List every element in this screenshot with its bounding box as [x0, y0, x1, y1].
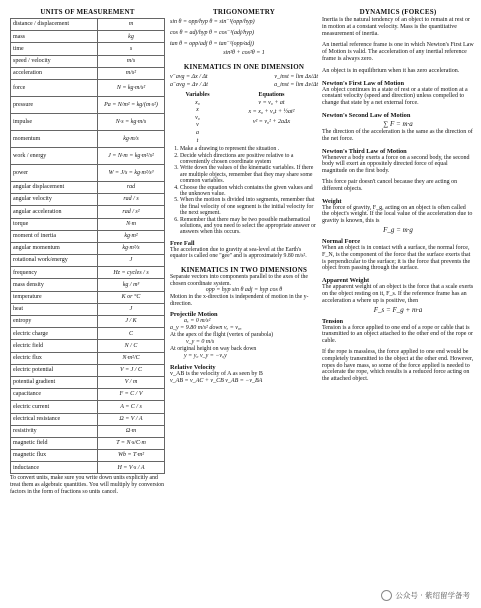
var-v: v: [196, 122, 199, 129]
kin1-vinst: v_inst = lim Δx/Δt: [274, 74, 318, 80]
kin1-ainst: a_inst = lim Δv/Δt: [274, 82, 318, 88]
normal-force-text: When an object is in contact with a surface, the normal force, F_N, is the component of the force that the surface exerts that is perpendicular to the surface; it is the force that prevents the object from passing through the surface.: [322, 244, 471, 272]
proj-return-label: At original height on way back down: [170, 346, 257, 352]
unit-value: J / K: [98, 316, 165, 328]
unit-quantity: heat: [11, 303, 98, 315]
equilibrium-text: An object is in equilibrium when it has zero acceleration.: [322, 67, 460, 74]
units-row: [11, 31, 165, 43]
weight-title: Weight: [322, 197, 342, 205]
rel-definition: v_AB is the velocity of A as seen by B: [170, 370, 263, 377]
unit-quantity: rotational work/energy: [11, 255, 98, 267]
units-row: [11, 43, 165, 55]
unit-quantity: pressure: [11, 96, 98, 113]
unit-value: s: [98, 43, 165, 55]
weight-text: The force of gravity, F_g, acting on an object is often called the object's weight. If the local value of the acceleration due to gravity is known, this is: [322, 204, 473, 225]
unit-quantity: electric potential: [11, 364, 98, 376]
kin1-aavg: a⁻avg = Δv / Δt: [170, 82, 208, 88]
unit-value: F = C / V: [98, 389, 165, 401]
unit-quantity: impulse: [11, 113, 98, 130]
unit-quantity: work / energy: [11, 147, 98, 164]
unit-value: J: [98, 303, 165, 315]
unit-value: m/s²: [98, 67, 165, 79]
unit-quantity: angular acceleration: [11, 206, 98, 218]
units-row: [11, 413, 165, 425]
units-row: [11, 376, 165, 388]
variables-list: [170, 92, 225, 145]
units-table: [10, 18, 165, 474]
units-row: [11, 255, 165, 267]
unit-value: Ω = V / A: [98, 413, 165, 425]
unit-value: C: [98, 328, 165, 340]
trig-tan: tan θ = opp/adj θ = tan⁻¹(opp/adj): [170, 41, 254, 47]
kinematics-column: [170, 8, 318, 385]
rel-equation: v_AB = v_AC + v_CB v_AB = −v_BA: [170, 377, 263, 384]
unit-value: rad: [98, 181, 165, 193]
unit-value: Hz = cycles / s: [98, 267, 165, 279]
unit-quantity: force: [11, 79, 98, 96]
unit-quantity: electric field: [11, 340, 98, 352]
unit-quantity: capacitance: [11, 389, 98, 401]
units-row: [11, 230, 165, 242]
unit-value: kg·m²/s: [98, 242, 165, 254]
units-row: [11, 316, 165, 328]
units-row: [11, 147, 165, 164]
unit-value: K or °C: [98, 291, 165, 303]
unit-value: kg / m³: [98, 279, 165, 291]
proj-ax: aₓ = 0 m/s²: [184, 318, 211, 325]
kinematics-steps: [170, 146, 318, 236]
dynamics-title: DYNAMICS (FORCES): [359, 8, 437, 16]
proj-ay: a_y = 9.80 m/s² down vₓ = v₀ₓ: [170, 325, 242, 332]
units-row: [11, 352, 165, 364]
unit-value: H = V·s / A: [98, 462, 165, 474]
units-row: [11, 340, 165, 352]
units-title: UNITS OF MEASUREMENT: [40, 8, 135, 16]
unit-value: N·m²/C: [98, 352, 165, 364]
units-row: [11, 450, 165, 462]
kin2-title: KINEMATICS IN TWO DIMENSIONS: [180, 266, 308, 275]
tension-text-2: If the rope is massless, the force applied to one end would be completely transmitted to the object at the other end. However, ropes do have mass, so some of the force applied is needed to accelerate the rope, which results is a reduced force acting on the attached object.: [322, 348, 474, 383]
unit-value: Wb = T·m²: [98, 450, 165, 462]
eq-vsquared: v² = v₀² + 2aΔx: [252, 118, 291, 125]
unit-value: A = C / s: [98, 401, 165, 413]
second-law-title: Newton's Second Law of Motion: [322, 111, 411, 119]
step-6: 6. Remember that there may be two possible mathematical solutions, and you need to select the appropriate answer or answers when this occurs.: [180, 217, 318, 236]
step-1: 1. Make a drawing to represent the situation .: [180, 146, 318, 152]
trig-cos: cos θ = adj/hyp θ = cos⁻¹(adj/hyp): [170, 30, 254, 36]
units-row: [11, 242, 165, 254]
var-t: t: [196, 137, 199, 144]
freefall-title: Free Fall: [170, 239, 195, 247]
unit-quantity: angular displacement: [11, 181, 98, 193]
unit-value: kg·m/s: [98, 130, 165, 147]
unit-quantity: distance / displacement: [11, 19, 98, 31]
unit-quantity: mass density: [11, 279, 98, 291]
unit-quantity: momentum: [11, 130, 98, 147]
unit-quantity: torque: [11, 218, 98, 230]
dynamics-column: [322, 8, 474, 383]
unit-quantity: electric flux: [11, 352, 98, 364]
unit-value: kg·m²: [98, 230, 165, 242]
unit-value: J: [98, 255, 165, 267]
unit-quantity: electric current: [11, 401, 98, 413]
unit-value: kg: [98, 31, 165, 43]
apparent-weight-text: The apparent weight of an object is the force that a scale exerts on the object resting on it, F_s. If the reference frame has an acceleration a where up is positive, then: [322, 284, 474, 304]
unit-quantity: electrical resistance: [11, 413, 98, 425]
units-row: [11, 291, 165, 303]
second-law-text: The direction of the acceleration is the same as the direction of the net force.: [322, 128, 473, 142]
kin1-title: KINEMATICS IN ONE DIMENSION: [183, 63, 305, 71]
unit-quantity: angular momentum: [11, 242, 98, 254]
unit-quantity: electric charge: [11, 328, 98, 340]
step-5: 5. When the motion is divided into segments, remember that the final velocity of one segment is the initial velocity for the next segment.: [180, 197, 318, 216]
unit-value: N / C: [98, 340, 165, 352]
trig-title: TRIGONOMETRY: [212, 8, 276, 16]
watermark-text: 公众号 · 紫绍留学备考: [395, 591, 470, 600]
units-row: [11, 79, 165, 96]
wechat-icon: [381, 590, 392, 601]
units-row: [11, 67, 165, 79]
units-row: [11, 206, 165, 218]
unit-value: rad / s²: [98, 206, 165, 218]
unit-value: T = N·s/C·m: [98, 437, 165, 449]
proj-apex-eq: v_y = 0 m/s: [186, 339, 215, 345]
unit-quantity: potential gradient: [11, 376, 98, 388]
apparent-weight-title: Apparent Weight: [322, 277, 370, 285]
eq-position: x = x₀ + v₀t + ½at²: [248, 109, 295, 116]
units-row: [11, 267, 165, 279]
units-row: [11, 218, 165, 230]
inertia-text: Inertia is the natural tendency of an object to remain at rest or in motion at a constant velocity. Mass is the quantitative measurement of inertia.: [322, 17, 470, 37]
units-row: [11, 462, 165, 474]
unit-value: Ω·m: [98, 425, 165, 437]
units-row: [11, 96, 165, 113]
unit-quantity: magnetic field: [11, 437, 98, 449]
eq-velocity: v = v₀ + at: [258, 99, 285, 106]
unit-quantity: acceleration: [11, 67, 98, 79]
unit-quantity: angular velocity: [11, 194, 98, 206]
units-row: [11, 328, 165, 340]
units-row: [11, 113, 165, 130]
unit-quantity: inductance: [11, 462, 98, 474]
step-2: 2. Decide which directions are positive relative to a conveniently chosen coordinate system: [180, 153, 318, 166]
unit-quantity: mass: [11, 31, 98, 43]
unit-quantity: temperature: [11, 291, 98, 303]
kin2-components: opp = hyp sin θ adj = hyp cos θ: [205, 287, 283, 294]
proj-return-eq: y = y₀ v_y = −v₀y: [184, 352, 227, 359]
units-row: [11, 194, 165, 206]
unit-value: N·m: [98, 218, 165, 230]
units-note: To convert units, make sure you write down units explicitly and treat them as algebraic quantities. You will multiply by conversion factors in the form of fractions so units cancel.: [10, 475, 165, 496]
kin1-vavg: v⁻avg = Δx / Δt: [170, 74, 208, 80]
var-x0: x₀: [195, 99, 200, 106]
units-row: [11, 130, 165, 147]
projectile-title: Projectile Motion: [170, 311, 218, 319]
units-row: [11, 401, 165, 413]
third-law-note: This force pair doesn't cancel because they are acting on different objects.: [322, 178, 458, 192]
unit-value: m: [98, 19, 165, 31]
units-row: [11, 164, 165, 181]
unit-value: N·s = kg·m/s: [98, 113, 165, 130]
units-row: [11, 55, 165, 67]
watermark: [378, 589, 473, 602]
normal-force-title: Normal Force: [322, 237, 361, 245]
equations-heading: Equations: [258, 92, 285, 98]
equations-list: [225, 92, 318, 145]
unit-quantity: speed / velocity: [11, 55, 98, 67]
proj-apex-label: At the apex of the flight (vertex of parabola): [170, 332, 274, 339]
unit-quantity: entropy: [11, 316, 98, 328]
units-row: [11, 303, 165, 315]
units-row: [11, 181, 165, 193]
unit-value: V / m: [98, 376, 165, 388]
units-row: [11, 279, 165, 291]
var-a: a: [196, 129, 199, 136]
freefall-text: The acceleration due to gravity at sea-level at the Earth's equator is called one "gee" and is approximately 9.80 m/s².: [170, 246, 307, 260]
step-4: 4. Choose the equation which contains the given values and the unknown value.: [180, 185, 318, 198]
unit-quantity: frequency: [11, 267, 98, 279]
unit-value: rad / s: [98, 194, 165, 206]
relative-velocity-title: Relative Velocity: [170, 363, 216, 371]
trig-identity: sin²θ + cos²θ = 1: [223, 50, 265, 56]
unit-quantity: power: [11, 164, 98, 181]
var-v0: v₀: [195, 114, 200, 121]
unit-quantity: magnetic flux: [11, 450, 98, 462]
var-x: x: [196, 107, 199, 114]
units-row: [11, 19, 165, 31]
tension-title: Tension: [322, 317, 344, 325]
units-row: [11, 364, 165, 376]
units-row: [11, 389, 165, 401]
third-law-title: Newton's Third Law of Motion: [322, 147, 407, 155]
variables-heading: Variables: [185, 92, 210, 98]
units-row: [11, 425, 165, 437]
unit-value: J = N·m = kg·m²/s²: [98, 147, 165, 164]
units-column: [10, 8, 165, 496]
unit-value: V = J / C: [98, 364, 165, 376]
weight-equation: F_g = m·g: [383, 225, 413, 234]
unit-quantity: resistivity: [11, 425, 98, 437]
unit-quantity: moment of inertia: [11, 230, 98, 242]
tension-text: Tension is a force applied to one end of a rope or cable that is transmitted to an object attached to the other end of the rope or cable.: [322, 324, 473, 345]
unit-value: Pa = N/m² = kg/(m·s²): [98, 96, 165, 113]
second-law-equation: ∑ F = m·a: [383, 119, 413, 128]
first-law-title: Newton's First Law of Motion: [322, 79, 405, 87]
trig-sin: sin θ = opp/hyp θ = sin⁻¹(opp/hyp): [170, 19, 255, 25]
first-law-text: An object continues in a state of rest or a state of motion at a constant velocity (speed and direction) unless compelled to change that state by a net external force.: [322, 86, 468, 107]
apparent-weight-equation: F_s = F_g + m·a: [373, 305, 423, 314]
kin2-intro: Separate vectors into components parallel to the axes of the chosen coordinate system.: [170, 274, 308, 287]
inertial-frame-text: An inertial reference frame is one in which Newton's First Law of Motion is valid. The acceleration of any inertial reference frame is always zero.: [322, 42, 474, 62]
unit-value: m/s: [98, 55, 165, 67]
unit-value: N = kg·m/s²: [98, 79, 165, 96]
step-3: 3. Write down the values of the kinematic variables. If there are multiple objects, remember that they may share some common variables.: [180, 165, 318, 184]
unit-value: W = J/s = kg·m²/s³: [98, 164, 165, 181]
kin2-independence: Motion in the x-direction is independent of motion in the y-direction.: [170, 294, 309, 307]
unit-quantity: time: [11, 43, 98, 55]
units-row: [11, 437, 165, 449]
third-law-text: Whenever a body exerts a force on a second body, the second body will exert an oppositely directed force of equal magnitude on the first body.: [322, 154, 470, 175]
